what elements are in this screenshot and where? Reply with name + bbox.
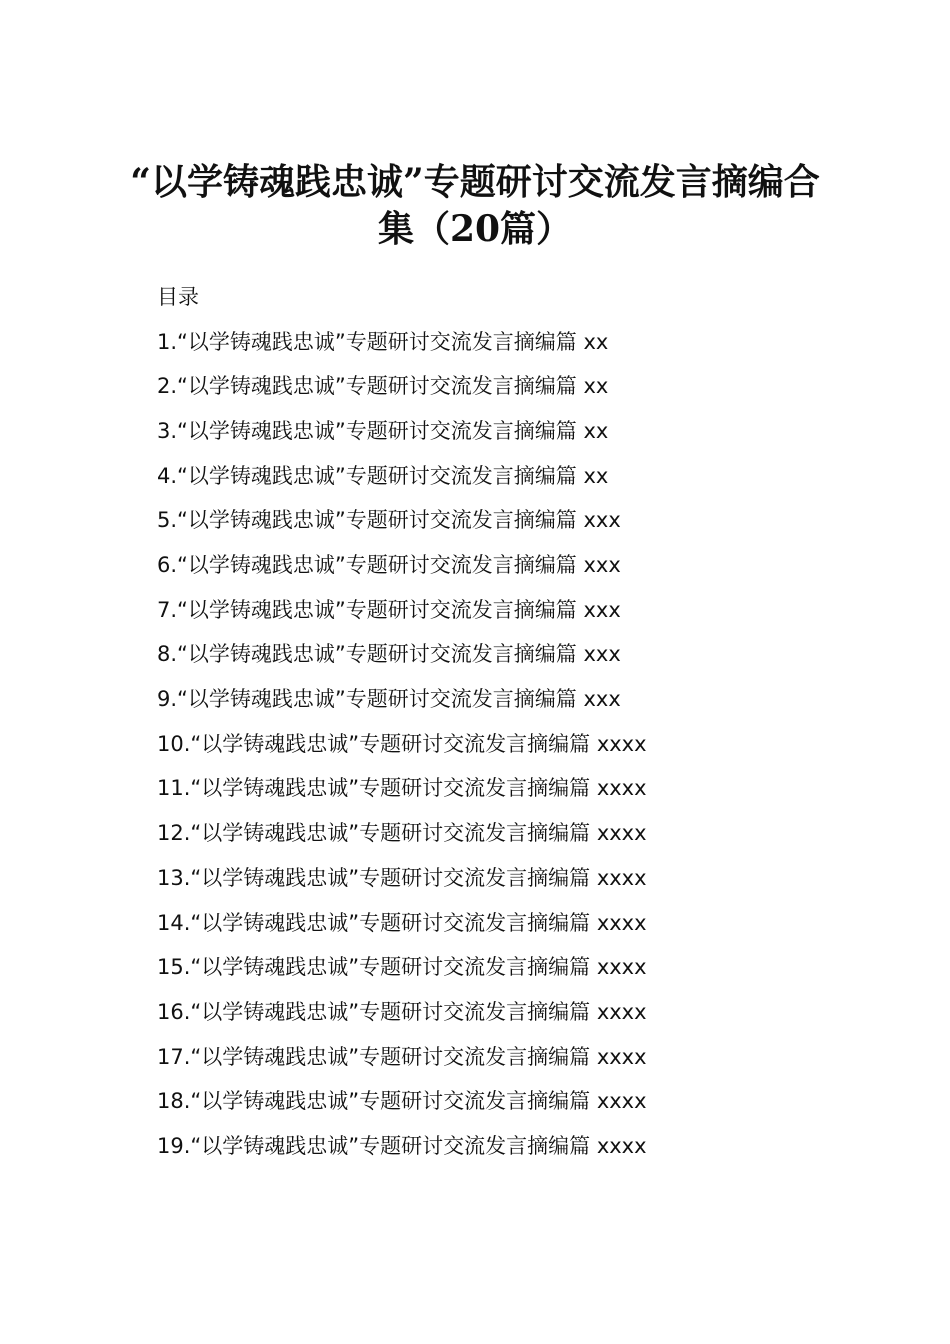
toc-item-17[interactable]: 17.“以学铸魂践忠诚”专题研讨交流发言摘编篇 xxxx bbox=[157, 1044, 647, 1069]
toc-item-1[interactable]: 1.“以学铸魂践忠诚”专题研讨交流发言摘编篇 xx bbox=[157, 329, 609, 354]
toc-item-14[interactable]: 14.“以学铸魂践忠诚”专题研讨交流发言摘编篇 xxxx bbox=[157, 910, 647, 935]
title-line-2: 集（20篇） bbox=[377, 208, 573, 251]
toc-item-11[interactable]: 11.“以学铸魂践忠诚”专题研讨交流发言摘编篇 xxxx bbox=[157, 776, 647, 801]
toc-item-2[interactable]: 2.“以学铸魂践忠诚”专题研讨交流发言摘编篇 xx bbox=[157, 374, 609, 399]
toc-heading: 目录 bbox=[157, 285, 199, 309]
title-line-1: “以学铸魂践忠诚”专题研讨交流发言摘编合 bbox=[130, 161, 820, 204]
toc-item-15[interactable]: 15.“以学铸魂践忠诚”专题研讨交流发言摘编篇 xxxx bbox=[157, 955, 647, 980]
toc-item-8[interactable]: 8.“以学铸魂践忠诚”专题研讨交流发言摘编篇 xxx bbox=[157, 642, 621, 667]
table-of-contents bbox=[157, 280, 857, 1174]
toc-item-6[interactable]: 6.“以学铸魂践忠诚”专题研讨交流发言摘编篇 xxx bbox=[157, 553, 621, 578]
toc-item-19[interactable]: 19.“以学铸魂践忠诚”专题研讨交流发言摘编篇 xxxx bbox=[157, 1133, 647, 1158]
document-title bbox=[0, 159, 950, 253]
toc-item-4[interactable]: 4.“以学铸魂践忠诚”专题研讨交流发言摘编篇 xx bbox=[157, 463, 609, 488]
toc-item-5[interactable]: 5.“以学铸魂践忠诚”专题研讨交流发言摘编篇 xxx bbox=[157, 508, 621, 533]
toc-item-9[interactable]: 9.“以学铸魂践忠诚”专题研讨交流发言摘编篇 xxx bbox=[157, 687, 621, 712]
toc-item-12[interactable]: 12.“以学铸魂践忠诚”专题研讨交流发言摘编篇 xxxx bbox=[157, 821, 647, 846]
toc-item-16[interactable]: 16.“以学铸魂践忠诚”专题研讨交流发言摘编篇 xxxx bbox=[157, 999, 647, 1024]
toc-list bbox=[157, 325, 857, 1174]
toc-item-13[interactable]: 13.“以学铸魂践忠诚”专题研讨交流发言摘编篇 xxxx bbox=[157, 865, 647, 890]
toc-item-3[interactable]: 3.“以学铸魂践忠诚”专题研讨交流发言摘编篇 xx bbox=[157, 418, 609, 443]
toc-item-18[interactable]: 18.“以学铸魂践忠诚”专题研讨交流发言摘编篇 xxxx bbox=[157, 1089, 647, 1114]
toc-item-10[interactable]: 10.“以学铸魂践忠诚”专题研讨交流发言摘编篇 xxxx bbox=[157, 731, 647, 756]
toc-item-7[interactable]: 7.“以学铸魂践忠诚”专题研讨交流发言摘编篇 xxx bbox=[157, 597, 621, 622]
